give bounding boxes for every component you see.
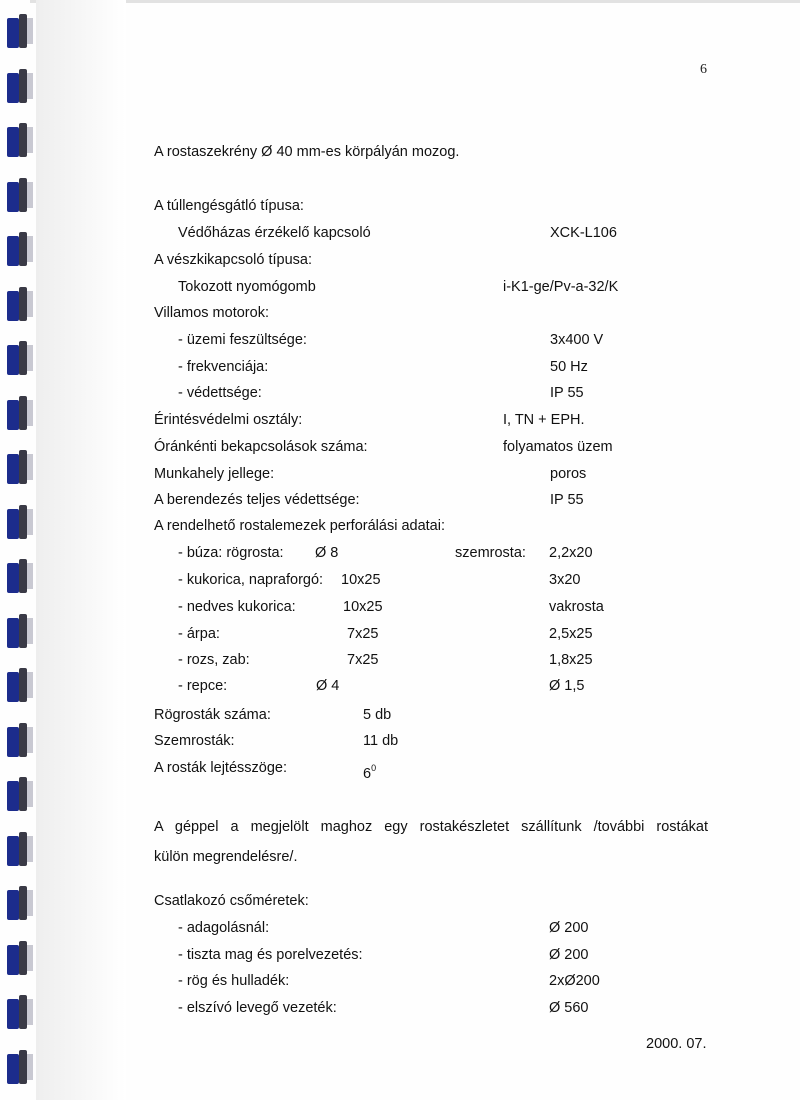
emergency-switch-heading: A vészkikapcsoló típusa: (154, 252, 312, 268)
binding-ring (4, 178, 36, 212)
sieve-row-grain: 2,2x20 (549, 545, 593, 561)
document-date: 2000. 07. (646, 1036, 707, 1052)
count-value (363, 759, 376, 783)
sieve-row-grain: Ø 1,5 (549, 678, 585, 694)
page-top-edge (30, 0, 800, 3)
pipe-label: - elszívó levegő vezeték: (178, 1000, 337, 1016)
binding-ring (4, 832, 36, 866)
binding-ring (4, 777, 36, 811)
sieve-row-clod: 7x25 (347, 652, 379, 668)
pipe-label: - tiszta mag és porelvezetés: (178, 947, 363, 963)
sieve-row-label: - árpa: (178, 626, 220, 642)
sieves-heading: A rendelhető rostalemezek perforálási adatai: (154, 518, 445, 534)
binding-ring (4, 396, 36, 430)
sieve-row-grain: vakrosta (549, 599, 604, 615)
binding-ring (4, 123, 36, 157)
sieve-row-label: - rozs, zab: (178, 652, 250, 668)
binding-ring (4, 450, 36, 484)
motor-voltage-value: 3x400 V (550, 332, 604, 348)
pipe-value: Ø 200 (549, 920, 589, 936)
count-label: A rosták lejtésszöge: (154, 760, 287, 776)
pipe-label: - rög és hulladék: (178, 973, 290, 989)
sieve-row-grain-label: szemrosta: (455, 545, 526, 561)
binding-ring (4, 941, 36, 975)
sieve-row-clod: 10x25 (341, 572, 381, 588)
count-value: 11 db (363, 733, 399, 749)
overfill-sensor-value: XCK-L106 (550, 225, 617, 241)
spec-label: Érintésvédelmi osztály: (154, 412, 303, 428)
binding-ring (4, 559, 36, 593)
pipe-value: Ø 200 (549, 947, 589, 963)
overfill-sensor-item: Védőházas érzékelő kapcsoló (178, 225, 371, 241)
spec-value: IP 55 (550, 492, 584, 508)
binding-ring (4, 14, 36, 48)
intro-line: A rostaszekrény Ø 40 mm-es körpályán mozog. (154, 144, 460, 160)
binding-ring (4, 287, 36, 321)
motor-frequency-value: 50 Hz (550, 359, 588, 375)
binding-ring (4, 886, 36, 920)
sieve-row-clod: Ø 4 (316, 678, 340, 694)
binding-ring (4, 69, 36, 103)
emergency-switch-value: i-K1-ge/Pv-a-32/K (503, 279, 619, 295)
motor-protection-label: - védettsége: (178, 385, 262, 401)
slope-angle-value: 6 (363, 766, 372, 782)
binding-ring (4, 668, 36, 702)
motor-protection-value: IP 55 (550, 385, 584, 401)
paragraph-line: külön megrendelésre/. (154, 849, 298, 865)
sieve-row-label: - nedves kukorica: (178, 599, 296, 615)
binding-ring (4, 341, 36, 375)
spec-value: I, TN + EPH. (503, 412, 585, 428)
motor-frequency-label: - frekvenciája: (178, 359, 269, 375)
sieve-row-label: - repce: (178, 678, 228, 694)
pipe-value: 2xØ200 (549, 973, 600, 989)
pipe-value: Ø 560 (549, 1000, 589, 1016)
count-label: Rögrosták száma: (154, 707, 271, 723)
spec-label: Óránkénti bekapcsolások száma: (154, 439, 368, 455)
sieve-row-grain: 2,5x25 (549, 626, 593, 642)
binding-ring (4, 723, 36, 757)
paragraph-line: A géppel a megjelölt maghoz egy rostakészletet szállítunk /további rostákat (154, 819, 708, 835)
binding-ring (4, 232, 36, 266)
pipe-label: - adagolásnál: (178, 920, 270, 936)
sieve-row-grain: 3x20 (549, 572, 581, 588)
binding-ring (4, 1050, 36, 1084)
sieve-row-label: - kukorica, napraforgó: (178, 572, 324, 588)
sieve-row-clod: 7x25 (347, 626, 379, 642)
sieve-row-clod: 10x25 (343, 599, 383, 615)
page-number: 6 (700, 62, 707, 77)
overfill-sensor-heading: A túllengésgátló típusa: (154, 198, 304, 214)
binding-ring (4, 995, 36, 1029)
delivery-paragraph (154, 812, 708, 872)
pipes-heading: Csatlakozó csőméretek: (154, 893, 309, 909)
binding-shadow (36, 0, 126, 1100)
sieve-row-clod: Ø 8 (315, 545, 339, 561)
count-value: 5 db (363, 707, 392, 723)
binding-ring (4, 614, 36, 648)
sieve-row-grain: 1,8x25 (549, 652, 593, 668)
degree-superscript: 0 (371, 763, 377, 773)
motor-voltage-label: - üzemi feszültsége: (178, 332, 307, 348)
spec-label: A berendezés teljes védettsége: (154, 492, 360, 508)
sieve-row-label: - búza: rögrosta: (178, 545, 284, 561)
count-label: Szemrosták: (154, 733, 235, 749)
binding-ring (4, 505, 36, 539)
spec-value: poros (550, 466, 587, 482)
motors-heading: Villamos motorok: (154, 305, 269, 321)
spec-label: Munkahely jellege: (154, 466, 275, 482)
spiral-binding (0, 0, 40, 1100)
spec-value: folyamatos üzem (503, 439, 613, 455)
emergency-switch-item: Tokozott nyomógomb (178, 279, 316, 295)
